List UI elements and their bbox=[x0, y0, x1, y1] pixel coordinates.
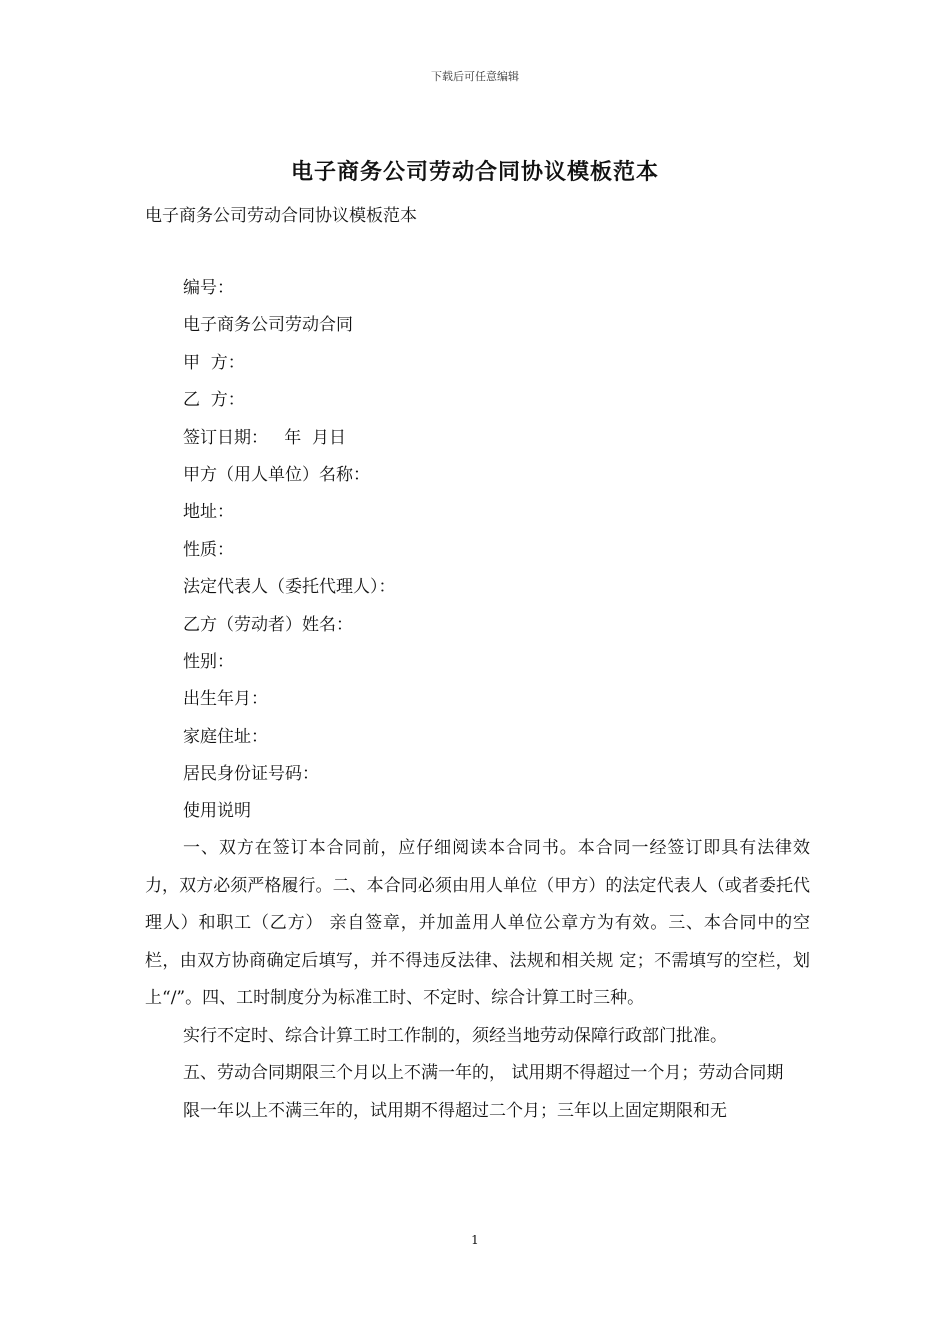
field-employer-name: 甲方（用人单位）名称： bbox=[183, 464, 370, 485]
document-title: 电子商务公司劳动合同协议模板范本 bbox=[290, 159, 659, 185]
field-home-address: 家庭住址： bbox=[183, 726, 268, 747]
paragraph-2: 实行不定时、综合计算工时工作制的，须经当地劳动保障行政部门批准。 bbox=[183, 1025, 727, 1046]
paragraph-3: 五、劳动合同期限三个月以上不满一年的， 试用期不得超过一个月；劳动合同期 bbox=[183, 1063, 784, 1083]
field-contract-name: 电子商务公司劳动合同 bbox=[183, 315, 353, 336]
field-id-number: 居民身份证号码： bbox=[183, 764, 319, 785]
section-heading-usage-notes: 使用说明 bbox=[183, 801, 251, 822]
contract-field-list bbox=[183, 277, 396, 838]
field-legal-representative: 法定代表人（委托代理人）： bbox=[183, 577, 396, 598]
field-employee-name: 乙方（劳动者）姓名： bbox=[183, 614, 353, 635]
field-signing-date: 签订日期： 年 月日 bbox=[183, 427, 347, 448]
usage-notes-body bbox=[145, 830, 810, 1130]
field-nature: 性质： bbox=[183, 539, 234, 560]
field-address: 地址： bbox=[183, 502, 234, 523]
field-contract-number: 编号： bbox=[183, 278, 234, 298]
header-note: 下载后可任意编辑 bbox=[431, 70, 519, 83]
field-gender: 性别： bbox=[183, 651, 234, 672]
field-party-a: 甲 方： bbox=[183, 352, 245, 373]
field-birth-date: 出生年月： bbox=[183, 689, 268, 710]
document-subtitle: 电子商务公司劳动合同协议模板范本 bbox=[145, 206, 417, 226]
page-number: 1 bbox=[471, 1233, 479, 1247]
paragraph-1: 一、双方在签订本合同前，应仔细阅读本合同书。本合同一经签订即具有法律效 力，双方必须严格履行。二、本合同必须由用人单位（甲方）的法定代表人（或者委托代理人）和职工（乙方） 亲自签章，并加盖用人单位公章方为有效。三、本合同中的空栏，由双方协商确定后填写，并不得违反法律、法规和相关规 定；不需填写的空栏，划上“/”。四、工时制度分为标准工时、不定时、综合计算工时三种。 bbox=[145, 838, 810, 1008]
field-party-b: 乙 方： bbox=[183, 390, 245, 411]
paragraph-4: 限一年以上不满三年的，试用期不得超过二个月；三年以上固定期限和无 bbox=[183, 1100, 727, 1121]
